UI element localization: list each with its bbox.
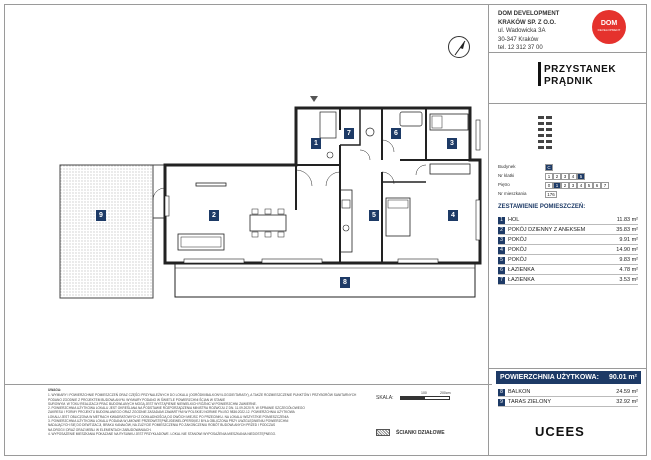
note-line: LOKALU JEST OBLICZONA W METRACH KWADRATOWYCH Z DOKŁADNOŚCIĄ DO DWÓCH MIEJSC PO PRZECINKU. NA LOKALU WSZYSTKIE POMIESZCZENIA	[48, 414, 289, 419]
room-area: 11.83 m²	[616, 217, 638, 223]
notes-heading: UWAGA:	[48, 388, 62, 392]
extra-area: 24.59 m²	[616, 389, 638, 395]
usable-area-bar	[496, 371, 641, 384]
staircase-cell: 1	[545, 173, 553, 180]
building-value: C	[545, 164, 553, 171]
plan-label-balcony: 8	[340, 277, 350, 288]
scale-bar	[400, 396, 450, 400]
staircase-cells	[545, 173, 585, 180]
project-logo	[538, 62, 617, 96]
room-name: POKÓJ	[508, 247, 527, 253]
extra-area: 32.92 m²	[616, 399, 638, 405]
plan-label-room-4: 4	[448, 210, 458, 221]
company-name-2: KRAKÓW SP. Z O.O.	[498, 19, 556, 26]
extra-row	[498, 388, 638, 397]
floor-cell-selected: 1	[553, 182, 561, 189]
wall-legend-swatch	[376, 429, 390, 436]
dom-logo-sub: DEVELOPMENT	[597, 28, 621, 32]
note-line: 2. POWIERZCHNIA UŻYTKOWA LOKALU JEST OKREŚLANA NA PODSTAWIE ROZPORZĄDZENIA MINISTRA ROZWOJU Z DN. 11.09.2020 R. W SPRAWIE SZCZEGÓŁOWEGO	[48, 406, 305, 411]
ucees-logo: UCEES	[535, 424, 585, 439]
extra-num: 8	[498, 389, 505, 396]
plan-label-living: 2	[209, 210, 219, 221]
building-label: Budynek	[498, 164, 516, 169]
usable-area-value: 90.01 m²	[608, 374, 637, 381]
plan-label-terrace: 9	[96, 210, 106, 221]
company-info	[498, 10, 559, 53]
room-row	[498, 216, 638, 225]
room-area: 35.83 m²	[616, 227, 638, 233]
note-line: NA DROGI I DRAŻ ORAZ MEBLI W ELEMENTACH ZABUDOWANIACH.	[48, 427, 152, 432]
scale-tick-mid: 100	[421, 391, 427, 395]
north-compass	[448, 36, 470, 58]
floor-cell: 6	[593, 182, 601, 189]
room-name: ŁAZIENKA	[508, 277, 535, 283]
usable-area-label: POWIERZCHNIA UŻYTKOWA:	[500, 374, 599, 381]
room-name: POKÓJ DZIENNY Z ANEKSEM	[508, 227, 586, 233]
note-line: 4. WYPOSAŻENIE MIESZKANIA POKAZANE NA RYSUNKU JEST PRZYKŁADOWE. LOKAL NIE STANOWI WYPOSAŻENIA MIESZKANIA NIEDOSTĘPNEGO.	[48, 431, 277, 436]
plan-label-room-5: 5	[369, 210, 379, 221]
room-row	[498, 266, 638, 275]
room-area: 9.91 m²	[619, 237, 638, 243]
plan-label-hall: 1	[311, 138, 321, 149]
staircase-cell: 4	[569, 173, 577, 180]
terrace-area	[60, 165, 153, 298]
dom-logo	[592, 10, 626, 44]
extra-num: 9	[498, 399, 505, 406]
project-logo-mark	[538, 62, 541, 86]
note-line: NADAJĄCYCH SIĘ DO DEWTIZACJI, BRAKU KANAŁÓW, NA ZUŻYCIE POMIESZCZENIA PO ZAKOŃCZENIU ROBÓT BUDOWLANYCH PRZED I PODCZAS	[48, 423, 276, 428]
room-row	[498, 256, 638, 265]
plan-label-bath-7: 7	[344, 128, 354, 139]
staircase-cell-selected: 5	[577, 173, 585, 180]
logo-divider	[488, 103, 647, 104]
apartment-label: Nr mieszkania	[498, 191, 527, 196]
company-name-1: DOM DEVELOPMENT	[498, 11, 560, 17]
plan-label-bath-6: 6	[391, 128, 401, 139]
panel-divider	[488, 4, 489, 456]
footer-divider	[4, 384, 492, 385]
building-cells	[545, 164, 553, 171]
apartment-value: 176	[545, 191, 557, 198]
room-area: 9.83 m²	[619, 257, 638, 263]
rooms-divider	[488, 368, 647, 369]
room-num: 6	[498, 267, 505, 274]
floor-cell: 5	[585, 182, 593, 189]
dom-logo-text: DOM	[600, 20, 618, 27]
extra-name: TARAS ZIELONY	[508, 399, 551, 405]
floor-cell: 2	[561, 182, 569, 189]
room-name: HOL	[508, 217, 520, 223]
staircase-label: Nr klatki	[498, 173, 515, 178]
room-row	[498, 276, 638, 285]
plan-label-room-3: 3	[447, 138, 457, 149]
room-area: 3.53 m²	[619, 277, 638, 283]
floor-cell: 0	[545, 182, 553, 189]
staircase-cell: 2	[553, 173, 561, 180]
room-name: POKÓJ	[508, 237, 527, 243]
floor-cells	[545, 182, 609, 189]
staircase-cell: 3	[561, 173, 569, 180]
scale-label: SKALA:	[376, 395, 394, 401]
floor-cell: 4	[577, 182, 585, 189]
company-street: ul. Wadowicka 3A	[498, 28, 546, 34]
floor-cell: 7	[601, 182, 609, 189]
room-num: 7	[498, 277, 505, 284]
note-line: 3. POWIERZCHNIA UŻYTKOWA LOKALU PODANA W UMOWIE PRZEDWSTĘPNEJ/DEWELOPERSKIEJ BYŁA OBLICZONA PRZY UWZGLĘDNIENIU POWIERZCHNI	[48, 419, 289, 424]
room-name: ŁAZIENKA	[508, 267, 535, 273]
room-area: 14.90 m²	[616, 247, 638, 253]
room-num: 2	[498, 227, 505, 234]
floor-label: Piętro	[498, 182, 510, 187]
scale-tick-end: 200cm	[440, 391, 451, 395]
room-num: 4	[498, 247, 505, 254]
extra-row	[498, 398, 638, 407]
company-city: 30-347 Kraków	[498, 36, 539, 43]
project-logo-line2: PRĄDNIK	[544, 76, 594, 87]
floor-cell: 3	[569, 182, 577, 189]
note-line: SUROWYM. W TOKU REALIZACJI PRAC BUDOWLANYCH MOGĄ JEST WYSTĄPIENIE NIEWIELKICH RÓŻNIC W POWIERZCHNI ZAWIERNE.	[48, 401, 257, 406]
notes-block	[48, 388, 368, 436]
building-illustration	[530, 112, 566, 158]
entrance-arrow	[310, 96, 318, 102]
room-name: POKÓJ	[508, 257, 527, 263]
room-row	[498, 246, 638, 255]
rooms-title: ZESTAWIENIE POMIESZCZEŃ:	[498, 204, 586, 210]
room-row	[498, 236, 638, 245]
note-line: 1. WYMIARY I POWIERZCHNIE POMIESZCZEŃ ORAZ CZĘŚCI PRZYNALEŻNYCH DO LOKALU (OGRÓDKI/BALKONY/LOGGIE/TARASY), A TAKŻE ROZMIESZCZENIE PUNKTÓW I PRZYBORÓW SANITARNYCH PODANO ZGODNIE Z PROJEKTEM BUDOWLANYM. WYMIARY PODANO W ŚWIETLE POWIERZCHNI ŚCIAN W STANIE	[48, 393, 357, 402]
extra-name: BALKON	[508, 389, 531, 395]
room-row	[498, 226, 638, 235]
note-line: ZAKRESU I FORMY PROJEKTU BUDOWLANEGO ORAZ ZGODNIE ZASADAMI ZAWARTYMI W POLSKIEJ NORMIE PN-ISO 9836:2022-12. POWIERZCHNIA UŻYTKOWA	[48, 410, 295, 415]
room-num: 3	[498, 237, 505, 244]
wall-legend-label: ŚCIANKI DZIAŁOWE	[396, 430, 445, 436]
apartment-cells	[545, 191, 557, 198]
company-phone: tel. 12 312 37 00	[498, 45, 543, 51]
project-logo-line1: PRZYSTANEK	[544, 64, 617, 75]
room-num: 5	[498, 257, 505, 264]
room-area: 4.78 m²	[619, 267, 638, 273]
room-num: 1	[498, 217, 505, 224]
